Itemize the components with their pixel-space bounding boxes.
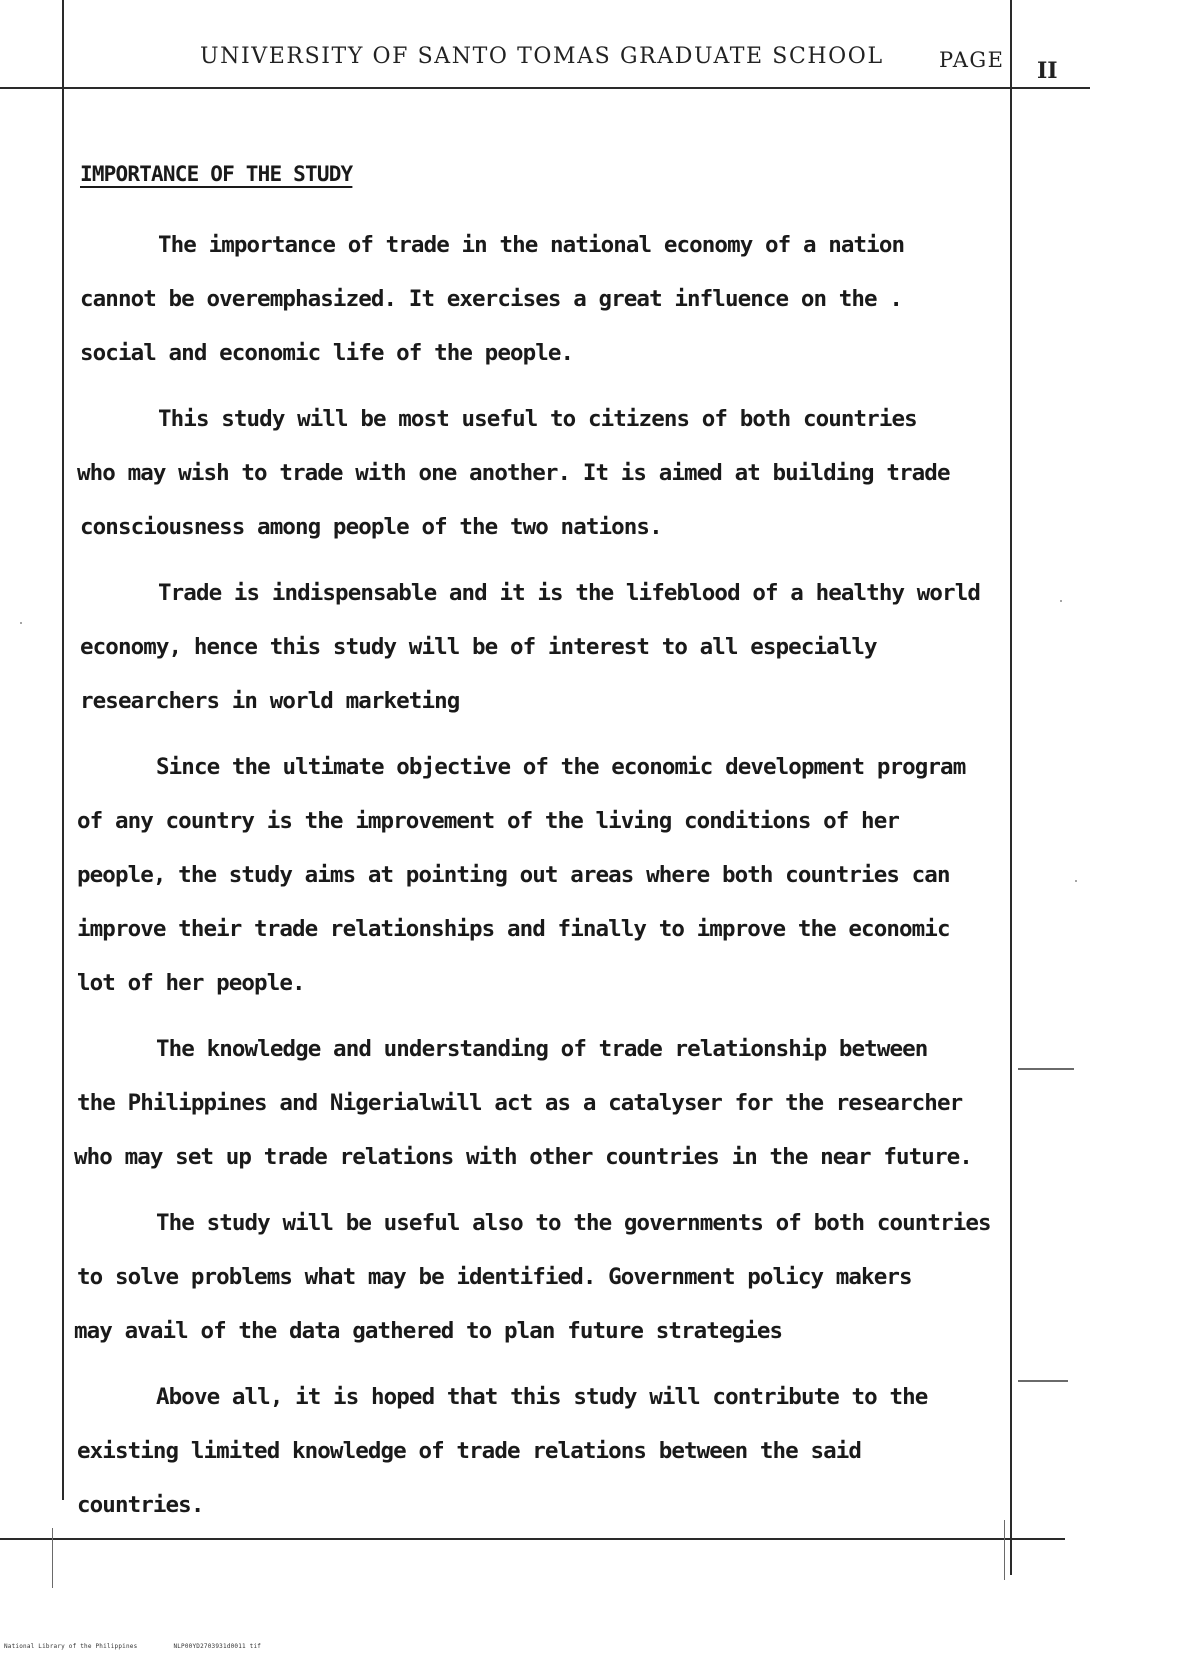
bottom-right-tick <box>1004 1520 1005 1580</box>
text-line: the Philippines and Nigerialwill act as a catalyser for the researcher <box>77 1090 963 1116</box>
footer-file: NLP00YD2703931d0011 tif <box>173 1643 262 1650</box>
margin-tick-upper <box>1018 1068 1074 1070</box>
text-line: countries. <box>77 1492 204 1518</box>
frame-left-rule <box>62 0 64 1500</box>
header-page-number: II <box>1037 58 1058 84</box>
text-line: consciousness among people of the two nations. <box>80 514 662 540</box>
text-line: of any country is the improvement of the living conditions of her <box>77 808 899 834</box>
text-line: who may set up trade relations with other countries in the near future. <box>74 1144 972 1170</box>
text-line: cannot be overemphasized. It exercises a great influence on the . <box>80 286 902 312</box>
header-title: UNIVERSITY OF SANTO TOMAS GRADUATE SCHOOL <box>200 44 884 69</box>
text-line: people, the study aims at pointing out areas where both countries can <box>77 862 950 888</box>
text-line: This study will be most useful to citizens of both countries <box>158 406 917 432</box>
scan-speck <box>20 622 22 624</box>
scan-speck <box>1075 880 1077 882</box>
text-line: who may wish to trade with one another. It is aimed at building trade <box>77 460 950 486</box>
frame-right-rule <box>1010 0 1012 1575</box>
header-rule <box>0 87 1090 89</box>
footer-library: National Library of the Philippines <box>4 1643 138 1650</box>
text-line: The knowledge and understanding of trade relationship between <box>156 1036 928 1062</box>
text-line: Since the ultimate objective of the economic development program <box>156 754 966 780</box>
margin-tick-lower <box>1018 1380 1068 1382</box>
text-line: The importance of trade in the national economy of a nation <box>158 232 905 258</box>
scan-speck <box>1060 600 1062 602</box>
text-line: may avail of the data gathered to plan future strategies <box>74 1318 783 1344</box>
footer-rule <box>0 1538 1065 1540</box>
bottom-left-tick <box>52 1528 53 1588</box>
scan-footer <box>4 1643 297 1650</box>
text-line: lot of her people. <box>77 970 305 996</box>
text-line: researchers in world marketing <box>80 688 460 714</box>
text-line: social and economic life of the people. <box>80 340 574 366</box>
header-page-label: PAGE <box>939 48 1005 72</box>
text-line: improve their trade relationships and finally to improve the economic <box>77 916 950 942</box>
text-line: Above all, it is hoped that this study will contribute to the <box>156 1384 928 1410</box>
text-line: to solve problems what may be identified. Government policy makers <box>77 1264 912 1290</box>
text-line: The study will be useful also to the governments of both countries <box>156 1210 991 1236</box>
text-line: Trade is indispensable and it is the lifeblood of a healthy world <box>158 580 980 606</box>
section-heading: IMPORTANCE OF THE STUDY <box>80 162 353 186</box>
text-line: economy, hence this study will be of interest to all especially <box>80 634 877 660</box>
text-line: existing limited knowledge of trade relations between the said <box>77 1438 862 1464</box>
